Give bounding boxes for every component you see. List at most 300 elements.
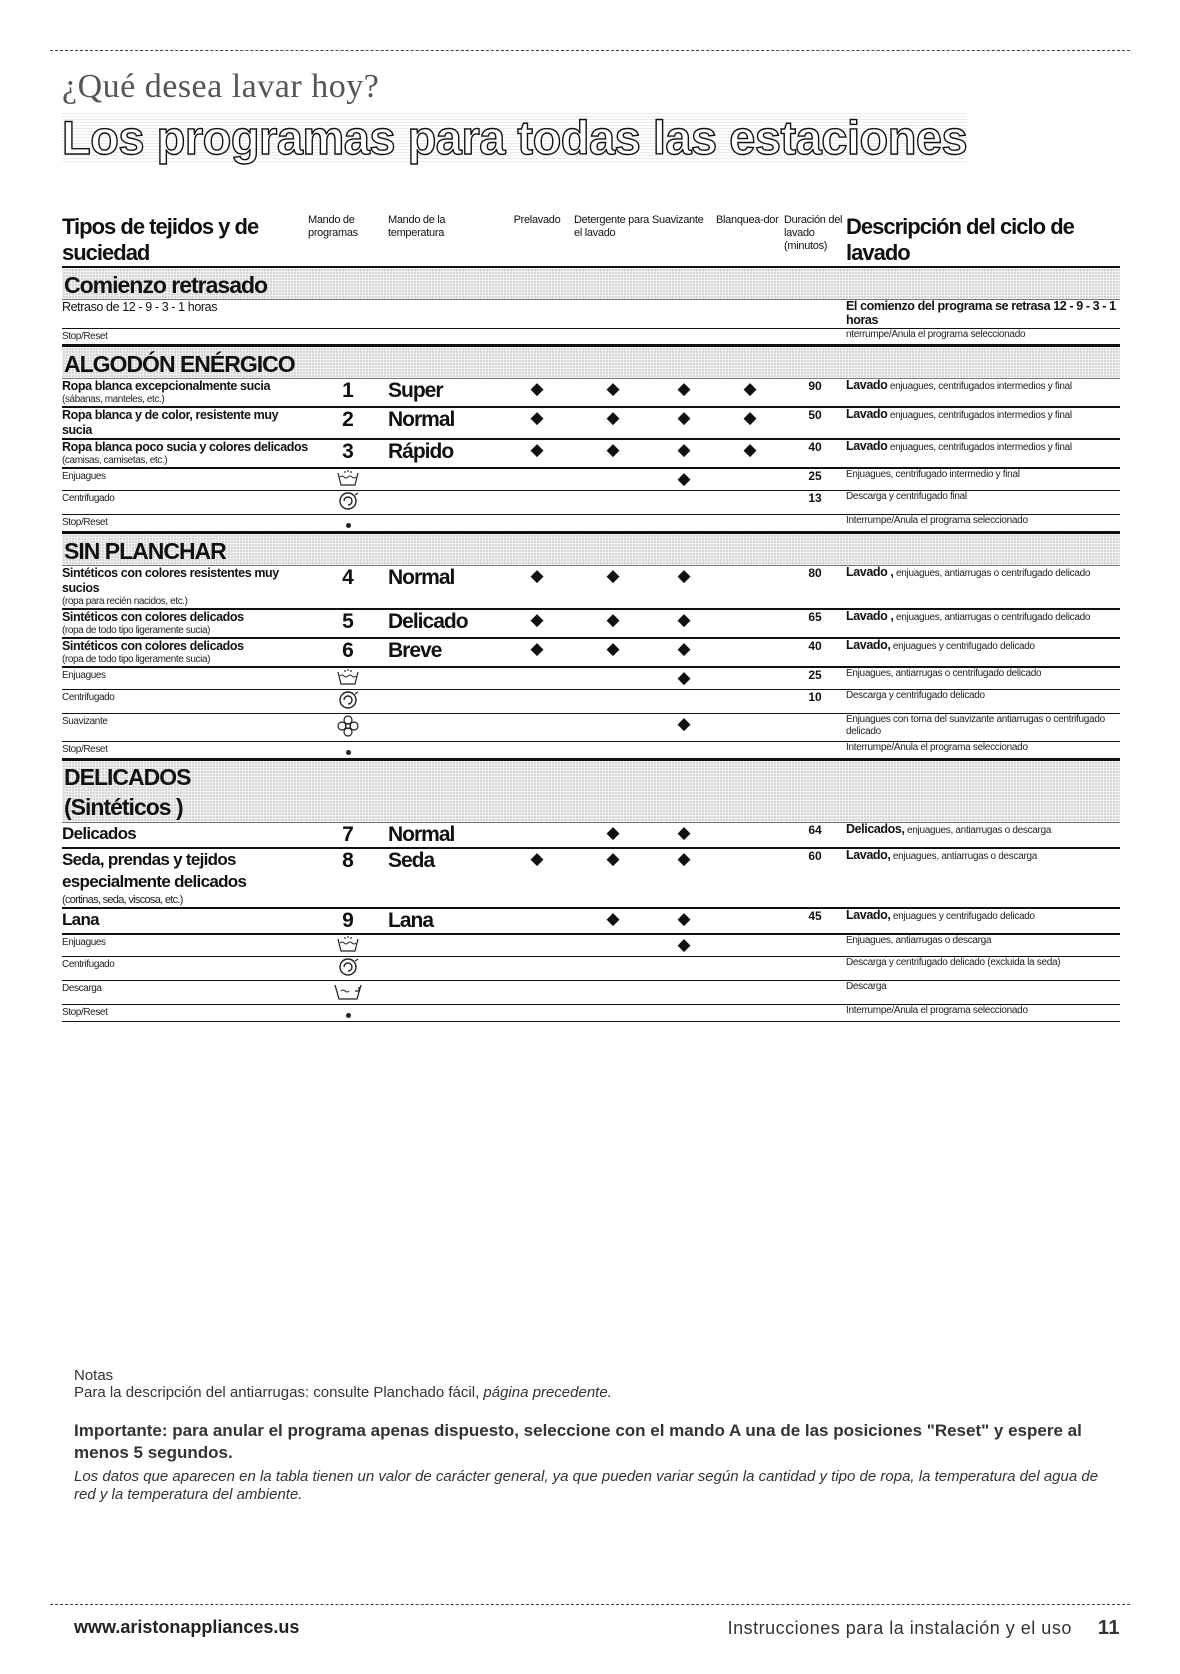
softener-diamond: ◆	[677, 440, 691, 459]
prewash-cell	[500, 439, 574, 468]
footer-caption-block	[728, 1617, 1120, 1640]
program-number: 4	[342, 566, 354, 589]
fabric-label: Ropa blanca y de color, resistente muy sucia	[62, 408, 279, 437]
duration-cell	[784, 379, 846, 407]
detergent-diamond: ◆	[606, 639, 620, 658]
prewash-diamond: ◆	[530, 408, 544, 427]
description-text: enjuagues y centrifugado delicado	[892, 641, 1035, 652]
program-cell	[308, 848, 388, 908]
description-cell	[846, 300, 1120, 329]
col-description: Descripción del ciclo de lavado	[846, 214, 1074, 265]
detergent-cell	[574, 515, 652, 532]
duration-cell	[784, 934, 846, 957]
table-row	[62, 515, 1120, 532]
detergent-cell	[574, 439, 652, 468]
duration-cell	[784, 515, 846, 532]
softener-cell	[652, 407, 716, 439]
description-cell	[846, 407, 1120, 439]
softener-diamond: ◆	[677, 668, 691, 687]
table-row	[62, 848, 1120, 908]
detergent-diamond: ◆	[606, 849, 620, 868]
prewash-cell	[500, 329, 574, 345]
program-cell	[308, 329, 388, 345]
prewash-cell	[500, 491, 574, 515]
duration-cell	[784, 957, 846, 981]
duration-value: 60	[808, 849, 822, 863]
program-cell	[308, 667, 388, 690]
col-detergent: Detergente para el lavado	[574, 214, 649, 239]
description-cell	[846, 908, 1120, 934]
softener-cell	[652, 667, 716, 690]
detergent-diamond: ◆	[606, 408, 620, 427]
duration-cell	[784, 468, 846, 491]
program-cell	[308, 908, 388, 934]
softener-diamond: ◆	[677, 379, 691, 398]
spin-icon	[336, 697, 360, 713]
detergent-cell	[574, 329, 652, 345]
temperature-cell	[388, 742, 500, 759]
bleach-cell	[716, 981, 784, 1005]
table-row	[62, 981, 1120, 1005]
bleach-cell	[716, 379, 784, 407]
fabric-cell	[62, 439, 308, 468]
table-row	[62, 300, 1120, 329]
fabric-cell	[62, 690, 308, 714]
prewash-cell	[500, 823, 574, 848]
duration-cell	[784, 742, 846, 759]
softener-cell	[652, 823, 716, 848]
stop-reset-dot-icon	[346, 523, 351, 528]
softener-cell	[652, 300, 716, 329]
notes-text-a: Para la descripción del antiarrugas: consulte Planchado fácil,	[74, 1384, 484, 1401]
temperature-cell	[388, 638, 500, 667]
softener-cell	[652, 981, 716, 1005]
temperature-label: Breve	[388, 639, 442, 662]
detergent-cell	[574, 638, 652, 667]
stop-reset-dot-icon	[346, 750, 351, 755]
page-title-text: Los programas para todas las estaciones	[62, 111, 968, 164]
description-text: Interrumpe/Anula el programa seleccionado	[846, 1005, 1028, 1016]
detergent-cell	[574, 379, 652, 407]
fabric-cell	[62, 848, 308, 908]
softener-diamond: ◆	[677, 639, 691, 658]
prewash-cell	[500, 690, 574, 714]
detergent-cell	[574, 491, 652, 515]
description-text: nterrumpe/Anula el programa seleccionado	[846, 329, 1026, 340]
bleach-diamond: ◆	[743, 379, 757, 398]
program-cell	[308, 566, 388, 609]
bleach-cell	[716, 515, 784, 532]
detergent-cell	[574, 848, 652, 908]
prewash-cell	[500, 300, 574, 329]
bleach-cell	[716, 439, 784, 468]
temperature-label: Seda	[388, 849, 435, 872]
flower-icon	[336, 725, 360, 741]
table-row	[62, 329, 1120, 345]
bleach-cell	[716, 742, 784, 759]
description-bold: El comienzo del programa se retrasa 12 - 9 - 3 - 1 horas	[846, 299, 1116, 327]
fabric-note: (ropa de todo tipo ligeramente sucia)	[62, 654, 211, 665]
detergent-cell	[574, 690, 652, 714]
bleach-diamond: ◆	[743, 408, 757, 427]
description-cell	[846, 379, 1120, 407]
duration-cell	[784, 1005, 846, 1022]
duration-value: 65	[808, 610, 822, 624]
prewash-cell	[500, 566, 574, 609]
description-text: enjuagues, antiarrugas o descarga	[907, 825, 1052, 836]
fabric-label: Enjuagues	[62, 471, 106, 482]
softener-cell	[652, 515, 716, 532]
softener-diamond: ◆	[677, 469, 691, 488]
fabric-cell	[62, 908, 308, 934]
fabric-label: Delicados	[62, 824, 137, 843]
softener-cell	[652, 848, 716, 908]
description-text: enjuagues, centrifugados intermedios y final	[889, 442, 1072, 453]
duration-value: 40	[808, 440, 822, 454]
table-row	[62, 638, 1120, 667]
description-cell	[846, 566, 1120, 609]
prewash-diamond: ◆	[530, 610, 544, 629]
duration-cell	[784, 848, 846, 908]
fabric-cell	[62, 379, 308, 407]
temperature-cell	[388, 823, 500, 848]
bleach-cell	[716, 934, 784, 957]
duration-cell	[784, 329, 846, 345]
temperature-cell	[388, 515, 500, 532]
fabric-label: Centrifugado	[62, 692, 115, 703]
duration-value: 64	[808, 823, 822, 837]
bleach-cell	[716, 714, 784, 742]
bleach-cell	[716, 609, 784, 638]
fabric-label: Lana	[62, 910, 99, 929]
program-cell	[308, 609, 388, 638]
fabric-label: Ropa blanca excepcionalmente sucia	[62, 379, 271, 393]
table-row	[62, 690, 1120, 714]
detergent-cell	[574, 407, 652, 439]
duration-value: 90	[808, 379, 822, 393]
bleach-cell	[716, 823, 784, 848]
detergent-cell	[574, 300, 652, 329]
table-row	[62, 667, 1120, 690]
fabric-cell	[62, 1005, 308, 1022]
fabric-cell	[62, 957, 308, 981]
description-cell	[846, 981, 1120, 1005]
bleach-cell	[716, 908, 784, 934]
bleach-cell	[716, 468, 784, 491]
notes-heading: Notas	[74, 1367, 114, 1384]
prewash-cell	[500, 957, 574, 981]
softener-cell	[652, 566, 716, 609]
fabric-label: Stop/Reset	[62, 744, 108, 755]
fabric-cell	[62, 329, 308, 345]
bottom-rule	[50, 1604, 1130, 1605]
program-cell	[308, 1005, 388, 1022]
temperature-cell	[388, 667, 500, 690]
section-band	[62, 266, 1120, 300]
program-cell	[308, 439, 388, 468]
fabric-label: Sintéticos con colores delicados	[62, 639, 244, 653]
detergent-cell	[574, 908, 652, 934]
page-subtitle: ¿Qué desea lavar hoy?	[62, 68, 380, 105]
description-text: Enjuagues, antiarrugas o centrifugado delicado	[846, 668, 1042, 679]
description-text: enjuagues, centrifugados intermedios y final	[889, 381, 1072, 392]
fabric-note: (ropa para recién nacidos, etc.)	[62, 596, 188, 607]
program-number: 2	[342, 408, 354, 431]
fabric-label: Sintéticos con colores delicados	[62, 610, 244, 624]
detergent-cell	[574, 714, 652, 742]
program-cell	[308, 742, 388, 759]
description-cell	[846, 638, 1120, 667]
section-row	[62, 532, 1120, 567]
prewash-cell	[500, 638, 574, 667]
temperature-cell	[388, 491, 500, 515]
program-cell	[308, 407, 388, 439]
program-cell	[308, 981, 388, 1005]
section-title: SIN PLANCHAR	[64, 538, 226, 564]
temperature-label: Delicado	[388, 610, 468, 633]
temperature-cell	[388, 379, 500, 407]
fabric-label: Sintéticos con colores resistentes muy sucios	[62, 566, 279, 595]
description-text: enjuagues, antiarrugas o centrifugado delicado	[896, 568, 1091, 579]
program-number: 9	[342, 909, 354, 932]
col-prewash: Prelavado	[513, 214, 561, 226]
detergent-diamond: ◆	[606, 379, 620, 398]
fabric-cell	[62, 638, 308, 667]
table-row	[62, 407, 1120, 439]
table-row	[62, 439, 1120, 468]
prewash-cell	[500, 1005, 574, 1022]
spin-icon	[336, 964, 360, 980]
fabric-cell	[62, 823, 308, 848]
softener-cell	[652, 329, 716, 345]
prewash-cell	[500, 934, 574, 957]
section-cell	[62, 532, 1120, 567]
program-cell	[308, 300, 388, 329]
program-cell	[308, 934, 388, 957]
table-row	[62, 934, 1120, 957]
prewash-cell	[500, 379, 574, 407]
duration-cell	[784, 714, 846, 742]
description-cell	[846, 742, 1120, 759]
top-rule	[50, 50, 1130, 51]
bleach-cell	[716, 848, 784, 908]
program-cell	[308, 468, 388, 491]
detergent-cell	[574, 1005, 652, 1022]
program-number: 8	[342, 849, 354, 872]
fabric-label: Stop/Reset	[62, 331, 108, 342]
softener-cell	[652, 690, 716, 714]
description-text: Descarga y centrifugado delicado (excluida la seda)	[846, 957, 1061, 968]
bleach-cell	[716, 329, 784, 345]
prewash-cell	[500, 609, 574, 638]
temperature-cell	[388, 1005, 500, 1022]
detergent-cell	[574, 609, 652, 638]
duration-cell	[784, 407, 846, 439]
prewash-cell	[500, 981, 574, 1005]
temperature-cell	[388, 957, 500, 981]
description-bold: Lavado,	[846, 848, 891, 862]
temperature-label: Super	[388, 379, 443, 402]
section-band	[62, 759, 1120, 823]
notes-text-b: página precedente.	[483, 1384, 612, 1401]
section-row	[62, 345, 1120, 380]
fabric-label: Centrifugado	[62, 959, 115, 970]
description-text: enjuagues, antiarrugas o descarga	[892, 851, 1038, 862]
detergent-cell	[574, 823, 652, 848]
fabric-label: Enjuagues	[62, 937, 106, 948]
table-row	[62, 742, 1120, 759]
col-temp-knob: Mando de la temperatura	[388, 214, 446, 239]
section-title: Comienzo retrasado	[64, 272, 268, 298]
page-title	[62, 110, 967, 165]
duration-value: 40	[808, 639, 822, 653]
bleach-cell	[716, 566, 784, 609]
duration-cell	[784, 566, 846, 609]
temperature-cell	[388, 690, 500, 714]
detergent-diamond: ◆	[606, 440, 620, 459]
description-bold: Lavado	[846, 407, 888, 421]
section-band	[62, 532, 1120, 566]
table-row	[62, 609, 1120, 638]
detergent-cell	[574, 566, 652, 609]
temperature-label: Normal	[388, 823, 455, 846]
section-title: ALGODÓN ENÉRGICO	[64, 351, 295, 377]
bleach-cell	[716, 690, 784, 714]
col-bleach: Blanquea-dor	[716, 214, 779, 226]
softener-cell	[652, 934, 716, 957]
duration-value: 80	[808, 566, 822, 580]
bleach-cell	[716, 957, 784, 981]
fabric-label: Enjuagues	[62, 670, 106, 681]
fabric-label: Seda, prendas y tejidos especialmente delicados	[62, 850, 247, 891]
temperature-label: Normal	[388, 408, 455, 431]
duration-value: 10	[808, 690, 822, 704]
temperature-cell	[388, 468, 500, 491]
program-cell	[308, 714, 388, 742]
description-text: Descarga y centrifugado final	[846, 491, 967, 502]
description-text: Interrumpe/Anula el programa seleccionado	[846, 515, 1028, 526]
description-cell	[846, 329, 1120, 345]
softener-diamond: ◆	[677, 610, 691, 629]
softener-cell	[652, 379, 716, 407]
program-number: 6	[342, 639, 354, 662]
fabric-cell	[62, 566, 308, 609]
fabric-label: Suavizante	[62, 716, 108, 727]
duration-cell	[784, 981, 846, 1005]
description-text: Enjuagues, centrifugado intermedio y final	[846, 469, 1020, 480]
footer-url[interactable]: www.aristonappliances.us	[74, 1617, 300, 1637]
softener-diamond: ◆	[677, 823, 691, 842]
softener-cell	[652, 742, 716, 759]
description-text: enjuagues, centrifugados intermedios y final	[889, 410, 1072, 421]
table-row	[62, 491, 1120, 515]
duration-cell	[784, 609, 846, 638]
col-softener: Suavizante	[652, 214, 704, 226]
temperature-label: Rápido	[388, 440, 454, 463]
description-text: Descarga y centrifugado delicado	[846, 690, 985, 701]
description-cell	[846, 1005, 1120, 1022]
temperature-cell	[388, 908, 500, 934]
section-cell	[62, 345, 1120, 380]
section-cell	[62, 759, 1120, 824]
detergent-cell	[574, 934, 652, 957]
page-number: 11	[1097, 1617, 1120, 1639]
description-bold: Lavado	[846, 378, 888, 392]
duration-cell	[784, 690, 846, 714]
temperature-label: Lana	[388, 909, 434, 932]
fabric-note: (camisas, camisetas, etc.)	[62, 455, 168, 466]
prewash-cell	[500, 667, 574, 690]
bleach-cell	[716, 300, 784, 329]
description-cell	[846, 957, 1120, 981]
description-cell	[846, 468, 1120, 491]
temperature-cell	[388, 934, 500, 957]
footer-caption: Instrucciones para la instalación y el uso	[727, 1618, 1072, 1638]
detergent-cell	[574, 957, 652, 981]
section-row	[62, 266, 1120, 300]
program-cell	[308, 491, 388, 515]
softener-cell	[652, 1005, 716, 1022]
description-cell	[846, 934, 1120, 957]
softener-cell	[652, 638, 716, 667]
softener-cell	[652, 908, 716, 934]
bleach-diamond: ◆	[743, 440, 757, 459]
program-cell	[308, 379, 388, 407]
program-number: 7	[342, 823, 354, 846]
description-cell	[846, 848, 1120, 908]
programs-table	[62, 214, 1120, 1022]
fabric-cell	[62, 300, 308, 329]
description-cell	[846, 690, 1120, 714]
temperature-cell	[388, 566, 500, 609]
softener-diamond: ◆	[677, 909, 691, 928]
description-cell	[846, 667, 1120, 690]
rinse-icon	[336, 474, 360, 490]
description-text: Enjuagues, antiarrugas o descarga	[846, 935, 992, 946]
description-bold: Lavado,	[846, 638, 891, 652]
table-header	[62, 214, 1120, 266]
softener-cell	[652, 468, 716, 491]
bleach-cell	[716, 1005, 784, 1022]
fabric-cell	[62, 609, 308, 638]
detergent-diamond: ◆	[606, 610, 620, 629]
softener-diamond: ◆	[677, 714, 691, 733]
duration-cell	[784, 491, 846, 515]
description-bold: Lavado ,	[846, 565, 894, 579]
detergent-diamond: ◆	[606, 566, 620, 585]
softener-cell	[652, 609, 716, 638]
program-cell	[308, 823, 388, 848]
prewash-cell	[500, 468, 574, 491]
fabric-cell	[62, 981, 308, 1005]
fabric-cell	[62, 714, 308, 742]
fabric-cell	[62, 934, 308, 957]
table-row	[62, 379, 1120, 407]
temperature-cell	[388, 300, 500, 329]
temperature-cell	[388, 329, 500, 345]
description-cell	[846, 823, 1120, 848]
detergent-cell	[574, 981, 652, 1005]
temperature-cell	[388, 714, 500, 742]
fabric-note: (ropa de todo tipo ligeramente sucia)	[62, 625, 211, 636]
prewash-diamond: ◆	[530, 379, 544, 398]
temperature-label: Normal	[388, 566, 455, 589]
prewash-cell	[500, 848, 574, 908]
description-cell	[846, 515, 1120, 532]
fabric-cell	[62, 515, 308, 532]
softener-cell	[652, 957, 716, 981]
temperature-cell	[388, 609, 500, 638]
